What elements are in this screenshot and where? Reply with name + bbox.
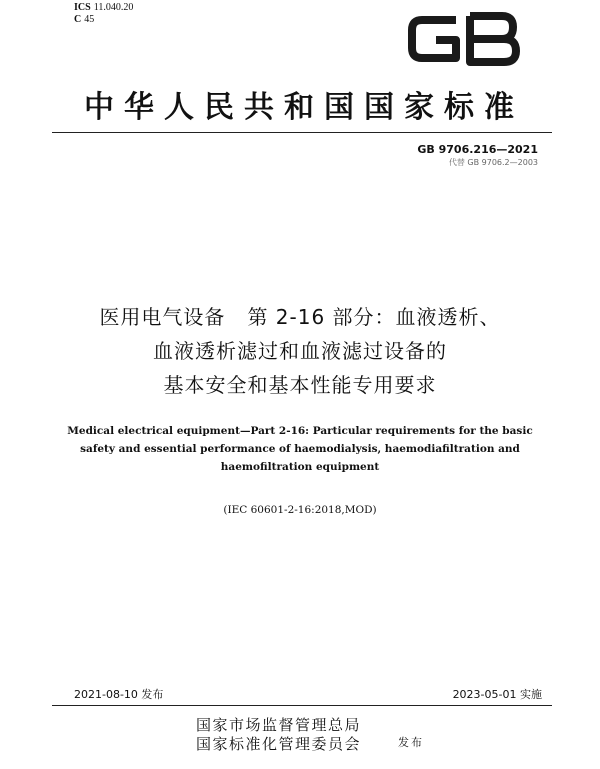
english-title-line-2: safety and essential performance of haemodialysis, haemodiafiltration and [80,443,520,455]
gb-logo [404,8,524,70]
chinese-title [0,300,600,402]
issuer-samr: 国家市场监督管理总局 [196,716,362,734]
english-title [60,422,540,476]
ccs-code: C 45 [74,14,95,25]
chinese-title-line-1: 医用电气设备 第 2-16 部分：血液透析、 [99,305,501,329]
chinese-title-line-3: 基本安全和基本性能专用要求 [163,373,437,397]
ics-code: ICS 11.040.20 [74,2,134,13]
issue-date: 2021-08-10 发布 [74,688,164,701]
english-title-line-3: haemofiltration equipment [220,461,380,473]
footer-divider [52,705,552,706]
chinese-title-line-2: 血液透析滤过和血液滤过设备的 [153,339,447,363]
classification-codes [74,2,133,26]
issuing-authorities [196,716,361,754]
standard-code: GB 9706.216—2021 [417,143,538,156]
implement-date: 2023-05-01 实施 [452,688,542,701]
standard-name: 中华人民共和国国家标准 [84,90,524,125]
gb-logo-text: GB [464,69,466,70]
english-title-line-1: Medical electrical equipment—Part 2-16: Particular requirements for the basic [67,425,533,437]
iec-reference: (IEC 60601-2-16:2018,MOD) [223,504,377,516]
issue-label: 发布 [398,736,424,749]
issuer-sac: 国家标准化管理委员会 [196,735,362,753]
replaces-standard: 代替 GB 9706.2—2003 [448,158,538,167]
header-divider [52,132,552,133]
